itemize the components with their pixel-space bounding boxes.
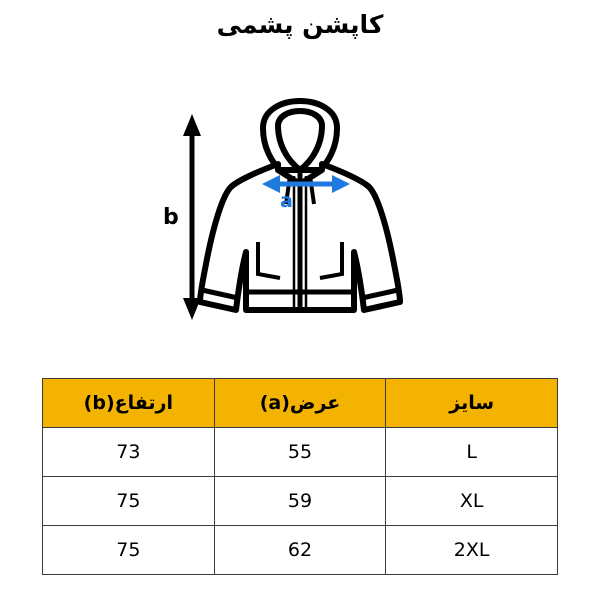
cell-size: L	[386, 428, 558, 477]
cell-width: 55	[214, 428, 386, 477]
right-cuff	[362, 290, 398, 298]
cell-size: XL	[386, 477, 558, 526]
table-row	[43, 526, 558, 575]
height-label-b: b	[163, 205, 179, 230]
table-row	[43, 428, 558, 477]
left-cuff	[202, 290, 238, 298]
right-pocket	[320, 242, 342, 278]
size-table	[42, 378, 558, 575]
page-title: کاپشن پشمی	[216, 10, 384, 39]
table-row	[43, 477, 558, 526]
cell-width: 62	[214, 526, 386, 575]
width-label-a: a	[280, 190, 293, 212]
column-header-size: سایز	[386, 379, 558, 428]
height-measure-arrow	[183, 114, 201, 320]
right-drawstring	[310, 176, 314, 204]
cell-height: 75	[43, 526, 215, 575]
column-header-width: عرض(a)	[214, 379, 386, 428]
cell-height: 73	[43, 428, 215, 477]
column-header-height: ارتفاع(b)	[43, 379, 215, 428]
cell-size: 2XL	[386, 526, 558, 575]
left-pocket	[258, 242, 280, 278]
cell-height: 75	[43, 477, 215, 526]
hood-inner-outline	[278, 111, 322, 170]
table-header-row	[43, 379, 558, 428]
jacket-illustration-svg	[150, 52, 450, 352]
cell-width: 59	[214, 477, 386, 526]
garment-diagram	[150, 52, 450, 352]
